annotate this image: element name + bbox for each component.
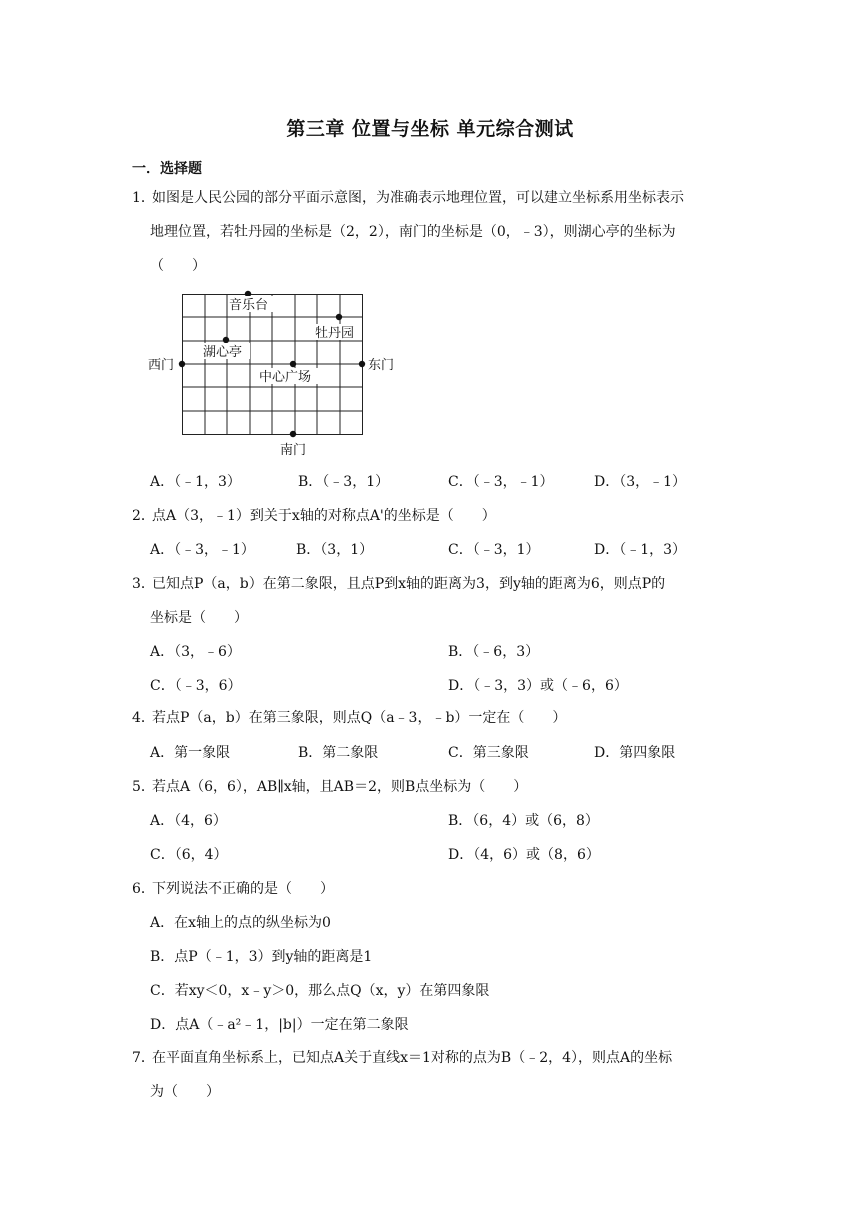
q5-option-a: A．（4，6） xyxy=(150,813,227,829)
yinyuetai-label: 音乐台 xyxy=(229,298,269,313)
q6-option-a: A．在x轴上的点的纵坐标为0 xyxy=(150,915,331,931)
dongmen-label: 东门 xyxy=(368,358,395,373)
ximen-label: 西门 xyxy=(148,358,175,373)
q5-option-c: C．（6，4） xyxy=(150,847,228,863)
nanmen-label: 南门 xyxy=(280,443,307,458)
huxinting-label: 湖心亭 xyxy=(203,345,243,360)
mudanyuan-point xyxy=(336,314,342,320)
dongmen-point xyxy=(359,361,365,367)
ximen-point xyxy=(179,361,185,367)
question-4-text: 若点P（a，b）在第三象限，则点Q（a﹣3，﹣b）一定在（ ） xyxy=(152,710,567,726)
q3-option-b: B．（﹣6，3） xyxy=(448,644,540,660)
question-2-number: 2． xyxy=(132,508,155,524)
q6-option-c: C．若xy＜0，x﹣y＞0，那么点Q（x，y）在第四象限 xyxy=(150,983,490,999)
mudanyuan-label: 牡丹园 xyxy=(315,326,355,341)
question-7-number: 7． xyxy=(132,1050,155,1066)
map-grid xyxy=(182,294,363,435)
q3-option-a: A．（3，﹣6） xyxy=(150,644,241,660)
question-1-line-3: （ ） xyxy=(150,258,206,274)
q1-option-d: D．（3，﹣1） xyxy=(594,474,687,490)
question-2-text: 点A（3，﹣1）到关于x轴的对称点A'的坐标是（ ） xyxy=(152,508,496,524)
question-4-number: 4． xyxy=(132,710,155,726)
q6-option-b: B．点P（﹣1，3）到y轴的距离是1 xyxy=(150,949,373,965)
page-title: 第三章 位置与坐标 单元综合测试 xyxy=(286,118,574,140)
nanmen-point xyxy=(290,431,296,437)
q3-option-d: D．（﹣3，3）或（﹣6，6） xyxy=(448,678,628,694)
question-6-number: 6． xyxy=(132,881,155,897)
question-3-line-2: 坐标是（ ） xyxy=(150,610,248,626)
zhongxin-point xyxy=(290,361,296,367)
huxinting-point xyxy=(223,337,229,343)
q6-option-d: D．点A（﹣a²﹣1，|b|）一定在第二象限 xyxy=(150,1017,409,1033)
q2-option-b: B．（3，1） xyxy=(296,542,374,558)
question-1-line-1: 如图是人民公园的部分平面示意图，为准确表示地理位置，可以建立坐标系用坐标表示 xyxy=(152,190,684,206)
q5-option-b: B．（6，4）或（6，8） xyxy=(448,813,599,829)
question-1-number: 1． xyxy=(132,190,155,206)
question-7-line-2: 为（ ） xyxy=(150,1084,220,1100)
question-1-line-2: 地理位置，若牡丹园的坐标是（2，2），南门的坐标是（0，﹣3），则湖心亭的坐标为 xyxy=(150,224,676,240)
q2-option-a: A．（﹣3，﹣1） xyxy=(150,542,255,558)
q4-option-c: C．第三象限 xyxy=(448,745,529,761)
q1-option-b: B．（﹣3，1） xyxy=(298,474,390,490)
park-map-figure xyxy=(144,286,406,462)
question-6-text: 下列说法不正确的是（ ） xyxy=(152,881,334,897)
question-3-number: 3． xyxy=(132,576,155,592)
question-5-text: 若点A（6，6），AB∥x轴，且AB＝2，则B点坐标为（ ） xyxy=(152,779,528,795)
q1-option-c: C．（﹣3，﹣1） xyxy=(448,474,554,490)
q4-option-a: A．第一象限 xyxy=(150,745,231,761)
q2-option-c: C．（﹣3，1） xyxy=(448,542,540,558)
question-7-line-1: 在平面直角坐标系上，已知点A关于直线x＝1对称的点为B（﹣2，4），则点A的坐标 xyxy=(152,1050,673,1066)
q4-option-d: D．第四象限 xyxy=(594,745,676,761)
question-3-line-1: 已知点P（a，b）在第二象限，且点P到x轴的距离为3，到y轴的距离为6，则点P的 xyxy=(152,576,666,592)
q4-option-b: B．第二象限 xyxy=(298,745,379,761)
q5-option-d: D．（4，6）或（8，6） xyxy=(448,847,600,863)
q3-option-c: C．（﹣3，6） xyxy=(150,678,242,694)
q1-option-a: A．（﹣1，3） xyxy=(150,474,241,490)
section-heading: 一．选择题 xyxy=(132,161,202,177)
q2-option-d: D．（﹣1，3） xyxy=(594,542,687,558)
question-5-number: 5． xyxy=(132,779,155,795)
zhongxin-label: 中心广场 xyxy=(259,370,312,385)
